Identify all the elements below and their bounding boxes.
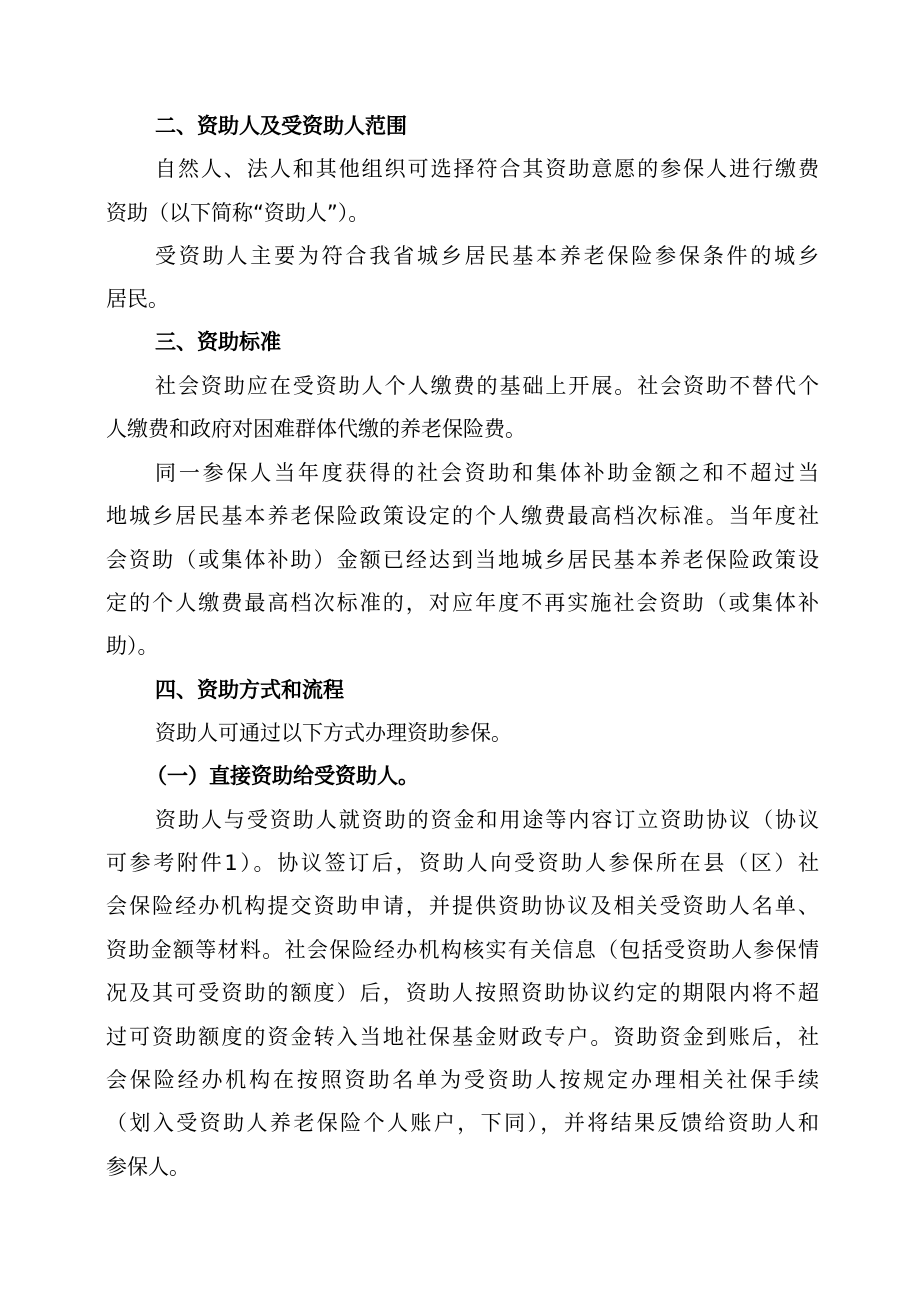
paragraph-line: 地城乡居民基本养老保险政策设定的个人缴费最高档次标准。当年度社 — [106, 504, 819, 528]
paragraph-line: 受资助人主要为符合我省城乡居民基本养老保险参保条件的城乡 — [155, 244, 819, 268]
paragraph-line: 会保险经办机构在按照资助名单为受资助人按规定办理相关社保手续 — [106, 1068, 819, 1092]
subsection-heading-1: （一）直接资助给受资助人。 — [146, 764, 419, 788]
paragraph-line: 会资助（或集体补助）金额已经达到当地城乡居民基本养老保险政策设 — [106, 548, 819, 572]
paragraph-line: 会保险经办机构提交资助申请，并提供资助协议及相关受资助人名单、 — [106, 894, 819, 918]
paragraph-line: 过可资助额度的资金转入当地社保基金财政专户。资助资金到账后，社 — [106, 1025, 819, 1049]
paragraph-line: （划入受资助人养老保险个人账户，下同），并将结果反馈给资助人和 — [106, 1111, 819, 1135]
section-heading-3: 三、资助标准 — [155, 330, 281, 354]
paragraph-line: 资助人可通过以下方式办理资助参保。 — [155, 721, 512, 745]
paragraph-line: 参保人。 — [106, 1155, 190, 1179]
paragraph-line: 自然人、法人和其他组织可选择符合其资助意愿的参保人进行缴费 — [155, 157, 819, 181]
paragraph-line: 定的个人缴费最高档次标准的，对应年度不再实施社会资助（或集体补 — [106, 591, 819, 615]
paragraph-line: 况及其可受资助的额度）后，资助人按照资助协议约定的期限内将不超 — [106, 981, 819, 1005]
paragraph-line: 同一参保人当年度获得的社会资助和集体补助金额之和不超过当 — [155, 461, 819, 485]
section-heading-2: 二、资助人及受资助人范围 — [155, 114, 407, 138]
paragraph-line: 可参考附件1）。协议签订后，资助人向受资助人参保所在县（区）社 — [106, 851, 819, 875]
paragraph-line: 居民。 — [106, 287, 169, 311]
paragraph-line: 资助（以下简称“资助人”）。 — [106, 201, 370, 225]
paragraph-line: 资助人与受资助人就资助的资金和用途等内容订立资助协议（协议 — [155, 808, 819, 832]
section-heading-4: 四、资助方式和流程 — [155, 678, 344, 702]
paragraph-line: 助）。 — [106, 634, 159, 658]
paragraph-line: 人缴费和政府对困难群体代缴的养老保险费。 — [106, 417, 526, 441]
paragraph-line: 社会资助应在受资助人个人缴费的基础上开展。社会资助不替代个 — [155, 374, 819, 398]
paragraph-line: 资助金额等材料。社会保险经办机构核实有关信息（包括受资助人参保情 — [106, 938, 819, 962]
